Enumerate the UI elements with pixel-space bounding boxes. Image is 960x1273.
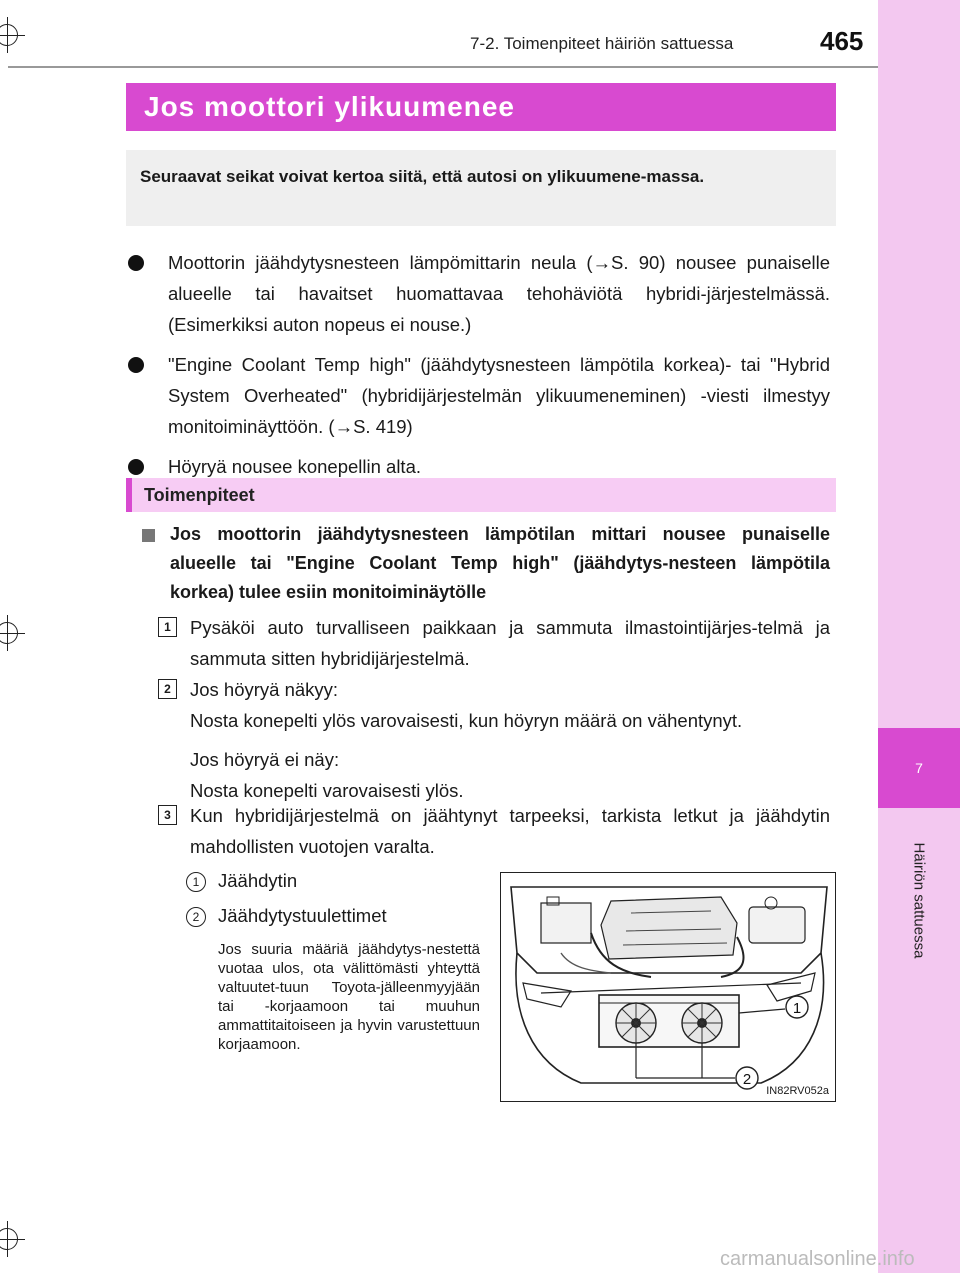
step-line: Jos höyryä ei näy: (190, 749, 340, 770)
step-number: 3 (158, 805, 177, 825)
bullet-icon (128, 459, 144, 475)
step-text: Pysäköi auto turvalliseen paikkaan ja sammuta ilmastointijärjes-telmä ja sammuta sitten hybridijärjestelmä. (190, 617, 830, 669)
chapter-title-text: Häiriön sattuessa (910, 842, 928, 958)
step-line: Jos höyryä näkyy: (190, 679, 339, 700)
crop-mark-top-left (0, 24, 18, 46)
engine-bay-illustration (500, 872, 836, 1102)
callout-number: 2 (186, 907, 206, 927)
crop-mark-bottom-left (0, 1228, 18, 1250)
step-text: Kun hybridijärjestelmä on jäähtynyt tarpeeksi, tarkista letkut ja jäähdytin mahdollisten vuotojen varalta. (190, 805, 830, 857)
bullet-icon (128, 357, 144, 373)
crop-mark-mid-left (0, 622, 18, 644)
subsection-title: Toimenpiteet (144, 484, 255, 505)
legend-label: Jäähdytystuulettimet (218, 905, 387, 926)
list-item (126, 247, 830, 340)
chapter-number: 7 (878, 728, 960, 808)
page-number: 465 (820, 26, 864, 56)
section-title: Jos moottori ylikuumenee (144, 91, 515, 122)
chapter-side-tab (878, 0, 960, 1273)
intro-text: Seuraavat seikat voivat kertoa siitä, että autosi on ylikuumene-massa. (140, 167, 705, 186)
chapter-title (884, 820, 954, 980)
legend-label: Jäähdytin (218, 870, 298, 891)
engine-bay-drawing (501, 873, 836, 1102)
bullet-icon (128, 255, 144, 271)
watermark: carmanualsonline.info (720, 1248, 915, 1270)
square-bullet-icon (142, 529, 155, 542)
list-item (126, 349, 830, 442)
bullet-text: Moottorin jäähdytysnesteen lämpömittarin neula (→S. 90) nousee punaiselle alueelle tai havaitset huomattavaa tehohäviötä hybridi-järjestelmässä. (Esimerkiksi auton nopeus ei nouse.) (168, 252, 830, 335)
bullet-text: Höyryä nousee konepellin alta. (168, 456, 421, 477)
step-3 (158, 800, 830, 862)
callout-number: 1 (186, 872, 206, 892)
condition-heading (140, 520, 830, 607)
step-1 (158, 612, 830, 674)
figure-code: IN82RV052a (766, 1085, 829, 1097)
step-line: Nosta konepelti ylös varovaisesti, kun höyryn määrä on vähentynyt. (190, 710, 743, 731)
header-divider (8, 66, 878, 68)
step-2 (158, 674, 830, 806)
legend-item-fans (186, 905, 446, 927)
legend-item-radiator (186, 870, 446, 892)
step-number: 2 (158, 679, 177, 699)
step-line: Nosta konepelti varovaisesti ylös. (190, 780, 464, 801)
figure-callout-1: 1 (792, 1000, 802, 1017)
symptom-list (126, 247, 830, 491)
subsection-title-bar (126, 478, 836, 512)
intro-box (126, 150, 836, 226)
step-number: 1 (158, 617, 177, 637)
figure-callout-2: 2 (742, 1071, 752, 1088)
bullet-text: "Engine Coolant Temp high" (jäähdytysnesteen lämpötila korkea)- tai "Hybrid System Overheated" (hybridijärjestelmän ylikuumeneminen) -viesti ilmestyy monitoiminäyttöön. (→S. 419) (168, 354, 830, 437)
section-title-bar (126, 83, 836, 131)
section-path: 7-2. Toimenpiteet häiriön sattuessa (470, 34, 734, 53)
condition-heading-text: Jos moottorin jäähdytysnesteen lämpötilan mittari nousee punaiselle alueelle tai "Engine Coolant Temp high" (jäähdytys-nesteen lämpötila korkea) tulee esiin monitoiminäytölle (170, 524, 830, 602)
warning-note: Jos suuria määriä jäähdytys-nestettä vuotaa ulos, ota välittömästi yhteyttä valtuutet-tuun Toyota-jälleenmyyjään tai -korjaamoon tai muuhun ammattitaitoiseen ja hyvin varustettuun korjaamoon. (218, 941, 480, 1053)
